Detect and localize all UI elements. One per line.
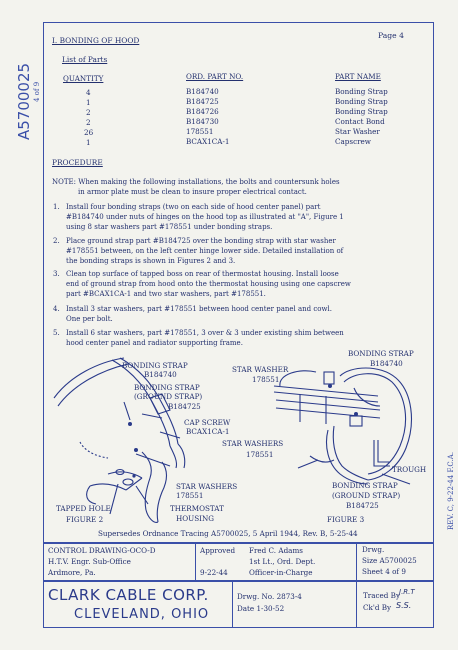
procedure-title: PROCEDURE <box>52 158 103 167</box>
part-name: Star Washer <box>335 127 380 136</box>
step-line: Install 6 star washers, part #178551, 3 over & 3 under existing shim between <box>66 329 344 337</box>
fig3-label-star-washers: STAR WASHERS <box>222 439 284 448</box>
step-number: 5. <box>53 329 60 337</box>
step-line: One per bolt. <box>66 315 113 323</box>
checked-by-initials: S.S. <box>396 601 412 610</box>
step-line: #178551 between, on the left center hinge lower side. Detailed installation of <box>66 247 344 255</box>
part-number: BCAX1CA-1 <box>186 137 230 146</box>
fig3-label-star-washer: STAR WASHER <box>232 365 289 374</box>
step-number: 3. <box>53 270 60 278</box>
step-line: Place ground strap part #B184725 over the bonding strap with star washer <box>66 237 336 245</box>
sheet-number: Sheet 4 of 9 <box>362 567 406 576</box>
fig3-label-ground-strap: (GROUND STRAP) <box>332 491 401 500</box>
part-number: B184725 <box>186 97 219 106</box>
note-line: in armor plate must be clean to insure proper electrical contact. <box>78 188 307 196</box>
header-part-name: PART NAME <box>335 72 381 81</box>
control-drawing-label: CONTROL DRAWING-OCO-D <box>48 546 156 555</box>
figure-3-caption: FIGURE 3 <box>327 515 365 524</box>
fig3-label-bonding-strap-2: BONDING STRAP <box>332 481 398 490</box>
header-ord-part-no: ORD. PART NO. <box>186 72 244 81</box>
fig2-label-star-washers: STAR WASHERS <box>176 482 238 491</box>
part-qty: 1 <box>86 98 91 107</box>
title-block-divider <box>232 580 233 628</box>
step-line: Clean top surface of tapped boss on rear of thermostat housing. Install loose <box>66 270 339 278</box>
approved-label: Approved <box>200 546 236 555</box>
part-number: B184730 <box>186 117 219 126</box>
fig2-label-thermostat: THERMOSTAT <box>170 504 224 513</box>
revision-note: REV. C, 9-22-44 F.C.A. <box>447 451 455 530</box>
figure-2-caption: FIGURE 2 <box>66 515 104 524</box>
fig2-label-bonding-strap: BONDING STRAP <box>122 361 188 370</box>
officer-title: Officer-in-Charge <box>249 568 313 577</box>
side-sheet-number: 4 of 9 <box>33 81 41 102</box>
part-qty: 4 <box>86 88 91 97</box>
fig3-label-bonding-strap: BONDING STRAP <box>348 349 414 358</box>
fig3-label-b184740: B184740 <box>370 359 403 368</box>
title-block-mid-rule <box>43 580 434 582</box>
part-qty: 26 <box>84 128 94 137</box>
fig2-label-178551: 178551 <box>176 491 204 500</box>
step-line: Install 3 star washers, part #178551 between hood center panel and cowl. <box>66 305 332 313</box>
step-line: #B184740 under nuts of hinges on the hood top as illustrated at "A", Figure 1 <box>66 213 344 221</box>
fig2-label-b184725: B184725 <box>168 402 201 411</box>
page-label: Page 4 <box>378 31 404 40</box>
fig2-label-bonding-strap-2: BONDING STRAP <box>134 383 200 392</box>
part-name: Bonding Strap <box>335 97 388 106</box>
title-block-top-rule <box>43 542 434 544</box>
fig2-label-b184740: B184740 <box>144 370 177 379</box>
step-line: end of ground strap from hood onto the thermostat housing using one capscrew <box>66 280 351 288</box>
title-block-divider <box>195 542 196 580</box>
header-quantity: QUANTITY <box>63 74 104 83</box>
note-line: NOTE: When making the following installations, the bolts and countersunk holes <box>52 178 340 186</box>
drawing-size: Size A5700025 <box>362 556 417 565</box>
side-drawing-number: A5700025 <box>15 62 33 140</box>
part-number: B184726 <box>186 107 219 116</box>
drawing-number: Drwg. No. 2873-4 <box>237 592 302 601</box>
traced-by-label: Traced By <box>363 591 401 600</box>
fig3-label-178551-a: 178551 <box>252 375 280 384</box>
part-qty: 2 <box>86 118 91 127</box>
engr-sub-office: H.T.V. Engr. Sub-Office <box>48 557 131 566</box>
title-block-divider <box>356 542 357 628</box>
checked-by-label: Ck'd By <box>363 603 392 612</box>
fig3-label-b184725: B184725 <box>346 501 379 510</box>
company-name: CLARK CABLE CORP. <box>48 586 209 604</box>
officer-name: Fred C. Adams <box>249 546 303 555</box>
supersedes-note: Supersedes Ordnance Tracing A5700025, 5 April 1944, Rev. B, 5-25-44 <box>98 529 358 538</box>
traced-by-initials: J.R.T <box>399 588 415 596</box>
drwg-label: Drwg. <box>362 545 385 554</box>
step-line: using 8 star washers part #178551 under bonding straps. <box>66 223 273 231</box>
officer-rank: 1st Lt., Ord. Dept. <box>249 557 316 566</box>
step-number: 4. <box>53 305 60 313</box>
part-name: Capscrew <box>335 137 371 146</box>
company-city: CLEVELAND, OHIO <box>74 607 210 622</box>
fig3-label-trough: TROUGH <box>392 465 427 474</box>
part-number: 178551 <box>186 127 214 136</box>
list-of-parts-title: List of Parts <box>62 55 108 64</box>
part-qty: 2 <box>86 108 91 117</box>
fig3-label-178551-b: 178551 <box>246 450 274 459</box>
part-qty: 1 <box>86 138 91 147</box>
ardmore-pa: Ardmore, Pa. <box>48 568 96 577</box>
step-line: the bonding straps is shown in Figures 2 and 3. <box>66 257 236 265</box>
drawing-date: Date 1-30-52 <box>237 604 285 613</box>
step-line: Install four bonding straps (two on each side of hood center panel) part <box>66 203 321 211</box>
approved-date: 9-22-44 <box>200 568 228 577</box>
fig2-label-cap-screw: CAP SCREW <box>184 418 231 427</box>
section-title: I. BONDING OF HOOD <box>52 36 140 45</box>
fig2-label-bcax1ca: BCAX1CA-1 <box>186 427 230 436</box>
fig2-label-housing: HOUSING <box>176 514 215 523</box>
part-name: Contact Bond <box>335 117 385 126</box>
step-line: part #BCAX1CA-1 and two star washers, part #178551. <box>66 290 266 298</box>
fig2-label-ground-strap: (GROUND STRAP) <box>134 392 203 401</box>
step-number: 1. <box>53 203 60 211</box>
part-name: Bonding Strap <box>335 87 388 96</box>
part-number: B184740 <box>186 87 219 96</box>
step-number: 2. <box>53 237 60 245</box>
part-name: Bonding Strap <box>335 107 388 116</box>
fig2-label-tapped-hole: TAPPED HOLE <box>56 504 111 513</box>
step-line: hood center panel and radiator supporting frame. <box>66 339 243 347</box>
